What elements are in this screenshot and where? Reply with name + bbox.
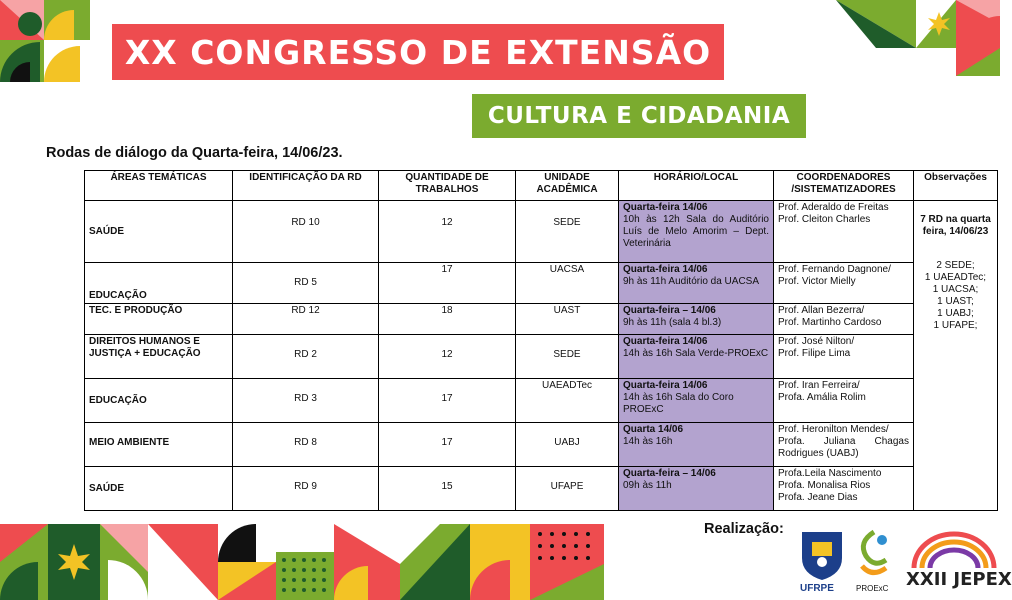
cell-coordinators — [774, 467, 914, 511]
table-row — [85, 423, 998, 467]
observation-item: 1 UACSA; — [932, 284, 979, 295]
cell-rd: RD 2 — [233, 335, 379, 379]
schedule-detail: 10h às 12h Sala do Auditório Luís de Melo Amorim – Dept. Veterinária — [623, 214, 769, 249]
coordinator-name: Prof. Heronilton Mendes/ — [778, 424, 889, 435]
table-header-row — [85, 171, 998, 201]
cell-schedule — [619, 335, 774, 379]
table-row — [85, 304, 998, 335]
organizers-label: Realização: — [704, 521, 784, 537]
schedule-detail: 14h às 16h — [623, 436, 673, 447]
top-left-decoration — [0, 0, 90, 82]
cell-area: EDUCAÇÃO — [85, 379, 233, 423]
schedule-detail: 9h às 11h (sala 4 bl.3) — [623, 317, 722, 328]
coordinator-name: Profa. Juliana Chagas Rodrigues (UABJ) — [778, 436, 909, 459]
observation-item: 1 UAST; — [937, 296, 974, 307]
coordinator-name: Prof. Martinho Cardoso — [778, 317, 882, 328]
jepex-logo — [908, 530, 1000, 570]
cell-schedule — [619, 304, 774, 335]
schedule-detail: 09h às 11h — [623, 480, 672, 491]
schedule-date: Quarta-feira 14/06 — [623, 380, 708, 391]
coordinator-name: Prof. Filipe Lima — [778, 348, 851, 359]
schedule-date: Quarta-feira – 14/06 — [623, 305, 716, 316]
cell-coordinators — [774, 379, 914, 423]
cell-rd: RD 8 — [233, 423, 379, 467]
observation-item: 1 UFAPE; — [933, 320, 978, 331]
cell-rd: RD 10 — [233, 201, 379, 263]
cell-area: MEIO AMBIENTE — [85, 423, 233, 467]
observations-summary: 7 RD na quarta feira, 14/06/23 — [920, 214, 991, 237]
ufrpe-logo — [796, 528, 848, 590]
schedule-date: Quarta-feira 14/06 — [623, 202, 708, 213]
cell-rd: RD 5 — [233, 263, 379, 304]
top-right-decoration — [836, 0, 1000, 76]
schedule-date: Quarta-feira – 14/06 — [623, 468, 716, 479]
coordinator-name: Prof. Aderaldo de Freitas — [778, 202, 889, 213]
cell-observations — [914, 201, 998, 511]
table-row — [85, 335, 998, 379]
observation-item: 1 UABJ; — [937, 308, 974, 319]
proexc-logo-text: PROExC — [856, 584, 889, 593]
coordinator-name: Profa. Jeane Dias — [778, 492, 858, 503]
schedule-date: Quarta 14/06 — [623, 424, 684, 435]
coordinator-name: Prof. José Nilton/ — [778, 336, 855, 347]
coordinator-name: Prof. Iran Ferreira/ — [778, 380, 860, 391]
cell-area: TEC. E PRODUÇÃO — [85, 304, 233, 335]
schedule-detail: 9h às 11h Auditório da UACSA — [623, 276, 760, 287]
cell-area: DIREITOS HUMANOS E JUSTIÇA + EDUCAÇÃO — [85, 335, 233, 379]
schedule-heading: Rodas de diálogo da Quarta-feira, 14/06/23. — [46, 145, 343, 161]
cell-qtd: 17 — [379, 379, 516, 423]
schedule-date: Quarta-feira 14/06 — [623, 264, 708, 275]
proexc-logo — [852, 526, 896, 584]
cell-schedule — [619, 263, 774, 304]
cell-qtd: 18 — [379, 304, 516, 335]
cell-unit: UABJ — [516, 423, 619, 467]
congress-title-banner: XX CONGRESSO DE EXTENSÃO — [112, 24, 724, 80]
table-row — [85, 379, 998, 423]
schedule-date: Quarta-feira 14/06 — [623, 336, 708, 347]
cell-coordinators — [774, 335, 914, 379]
cell-qtd: 17 — [379, 263, 516, 304]
coordinator-name: Prof. Allan Bezerra/ — [778, 305, 865, 316]
cell-rd: RD 9 — [233, 467, 379, 511]
coordinator-name: Profa. Monalisa Rios — [778, 480, 871, 491]
cell-unit: UACSA — [516, 263, 619, 304]
bottom-decoration — [0, 524, 604, 600]
jepex-logo-text: XXII JEPEX — [906, 569, 1012, 590]
cell-unit: UAEADTec — [516, 379, 619, 423]
header-areas: ÁREAS TEMÁTICAS — [85, 171, 233, 201]
coordinator-name: Profa.Leila Nascimento — [778, 468, 882, 479]
cell-area: EDUCAÇÃO — [85, 263, 233, 304]
cell-unit: UFAPE — [516, 467, 619, 511]
cell-rd: RD 3 — [233, 379, 379, 423]
cell-coordinators — [774, 304, 914, 335]
cell-unit: SEDE — [516, 335, 619, 379]
cell-schedule — [619, 423, 774, 467]
observation-item: 2 SEDE; — [936, 260, 975, 271]
cell-unit: SEDE — [516, 201, 619, 263]
coordinator-name: Profa. Amália Rolim — [778, 392, 866, 403]
cell-qtd: 12 — [379, 201, 516, 263]
observations-list — [918, 260, 993, 332]
header-coordinators: COORDENADORES /SISTEMATIZADORES — [774, 171, 914, 201]
cell-area: SAÚDE — [85, 201, 233, 263]
cell-qtd: 17 — [379, 423, 516, 467]
header-unit: UNIDADE ACADÊMICA — [516, 171, 619, 201]
cell-qtd: 15 — [379, 467, 516, 511]
cell-coordinators — [774, 423, 914, 467]
header-rd-id: IDENTIFICAÇÃO DA RD — [233, 171, 379, 201]
table-row — [85, 263, 998, 304]
cell-coordinators — [774, 201, 914, 263]
table-row — [85, 201, 998, 263]
cell-rd: RD 12 — [233, 304, 379, 335]
cell-schedule — [619, 467, 774, 511]
observation-item: 1 UAEADTec; — [924, 272, 987, 283]
header-schedule: HORÁRIO/LOCAL — [619, 171, 774, 201]
header-observations: Observações — [914, 171, 998, 201]
congress-subtitle-banner: CULTURA E CIDADANIA — [472, 94, 806, 138]
cell-schedule — [619, 379, 774, 423]
ufrpe-logo-text: UFRPE — [800, 583, 834, 594]
cell-area: SAÚDE — [85, 467, 233, 511]
cell-unit: UAST — [516, 304, 619, 335]
cell-qtd: 12 — [379, 335, 516, 379]
table-row — [85, 467, 998, 511]
coordinator-name: Prof. Victor Mielly — [778, 276, 856, 287]
schedule-table — [84, 170, 998, 511]
coordinator-name: Prof. Cleiton Charles — [778, 214, 871, 225]
cell-coordinators — [774, 263, 914, 304]
cell-schedule — [619, 201, 774, 263]
coordinator-name: Prof. Fernando Dagnone/ — [778, 264, 891, 275]
header-quantity: QUANTIDADE DE TRABALHOS — [379, 171, 516, 201]
schedule-detail: 14h às 16h Sala do Coro PROExC — [623, 392, 734, 415]
schedule-detail: 14h às 16h Sala Verde-PROExC — [623, 348, 769, 359]
